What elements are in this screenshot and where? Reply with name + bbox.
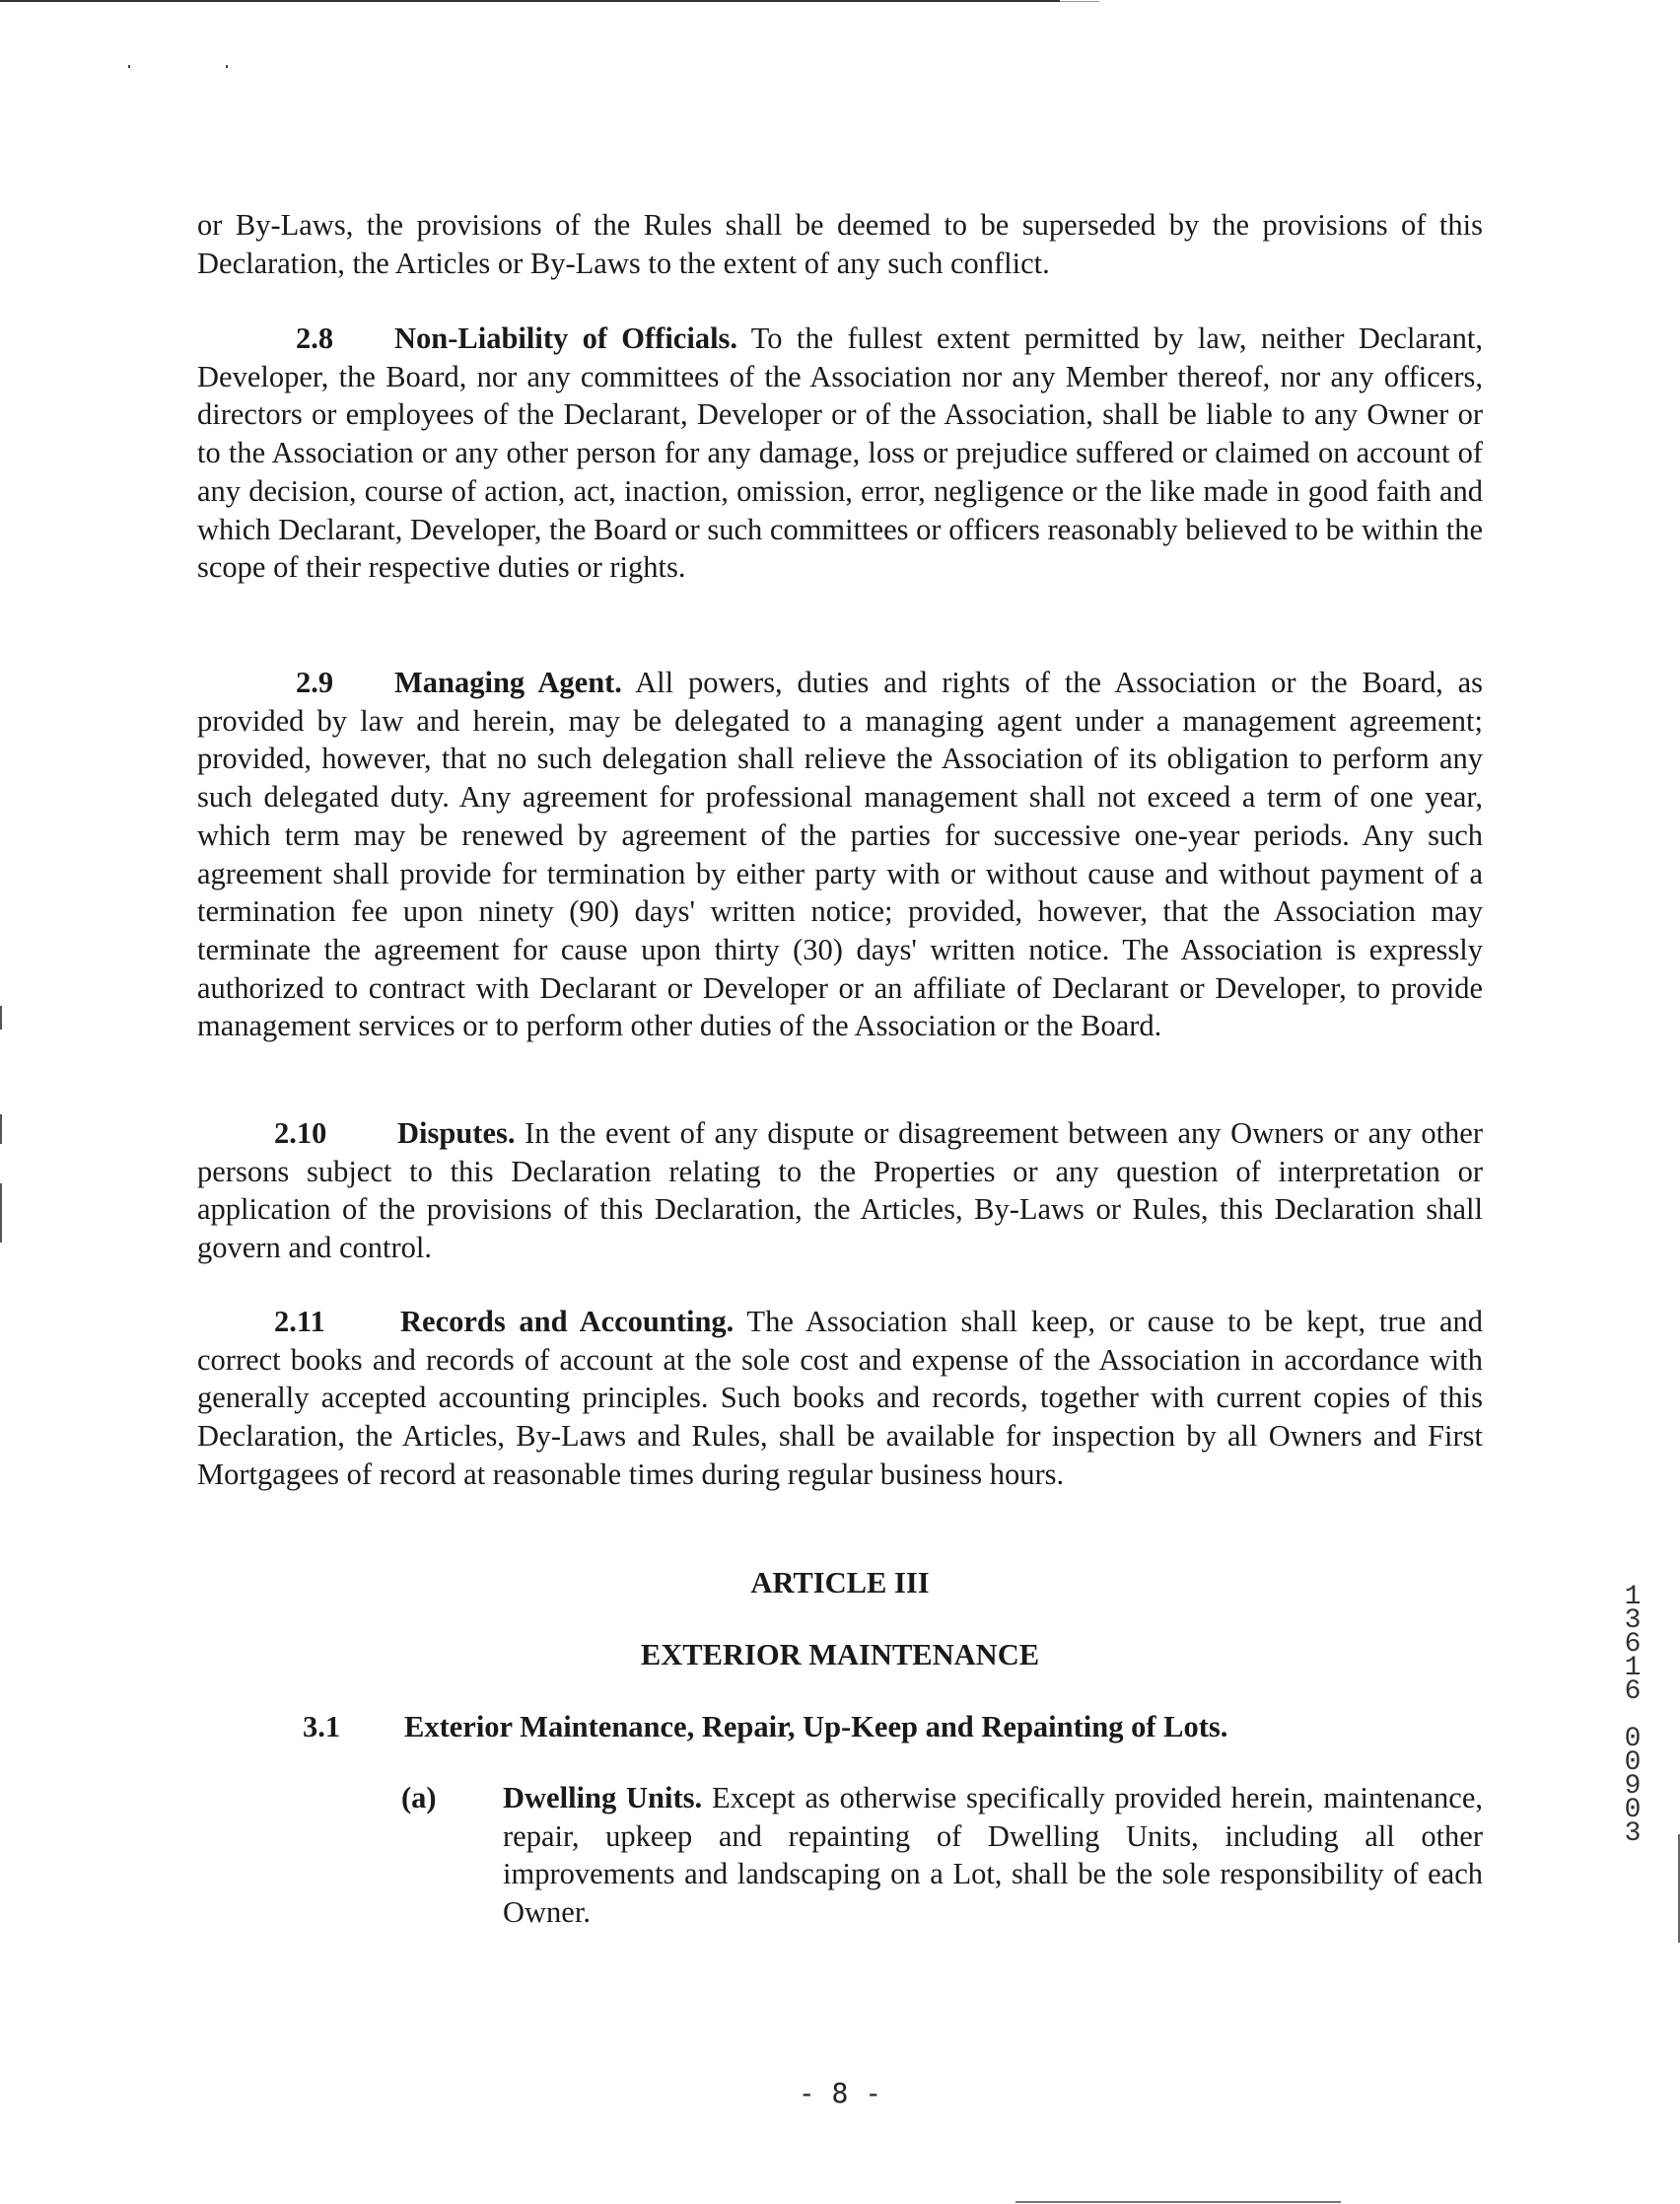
- section-2-9: [197, 664, 1483, 1045]
- subsection-body: Except as otherwise specifically provided herein, maintenance, repair, upkeep and repainting of Dwelling Units, including all other improvements and landscaping on a Lot, shall be the sole responsibility of each Owner.: [503, 1781, 1484, 1930]
- stamp-digit: 0: [1624, 1795, 1642, 1825]
- continuation-text: or By-Laws, the provisions of the Rules shall be deemed to be superseded by the provisions of this Declaration, the Articles or By-Laws to the extent of any such conflict.: [197, 208, 1483, 280]
- scan-top-border-fade: [1060, 1, 1099, 2]
- section-title: Records and Accounting.: [400, 1305, 735, 1338]
- recording-stamp: [1618, 1582, 1647, 1849]
- stamp-digit: 3: [1624, 1818, 1642, 1849]
- subsection-a: [401, 1779, 1483, 1932]
- section-body: The Association shall keep, or cause to be kept, true and correct books and records of account at the sole cost and expense of the Association in accordance with generally accepted accounting principles. Such books and records, together with current copies of this Declaration, the Articles, By-Laws and Rules, shall be available for inspection by all Owners and First Mortgagees of record at reasonable times during regular business hours.: [197, 1305, 1483, 1491]
- section-2-8: [197, 320, 1483, 587]
- stamp-digit: 9: [1624, 1771, 1642, 1802]
- article-label: ARTICLE III: [750, 1566, 930, 1600]
- scan-top-border: [0, 0, 1060, 2]
- scan-bottom-border: [1015, 2201, 1341, 2203]
- page-number: - 8 -: [798, 2077, 882, 2109]
- section-number: 2.9: [296, 666, 334, 699]
- section-number: 2.11: [274, 1305, 325, 1338]
- scan-edge-mark: [0, 1006, 2, 1030]
- stamp-digit: 0: [1624, 1724, 1642, 1754]
- stamp-digit: 6: [1624, 1629, 1642, 1660]
- section-body: All powers, duties and rights of the Association or the Board, as provided by law and herein, may be delegated to a managing agent under a management agreement; provided, however, that no such delegation shall relieve the Association of its obligation to perform any such delegated duty. Any agreement for professional management shall not exceed a term of one year, which term may be renewed by agreement of the parties for successive one-year periods. Any such agreement shall provide for termination by either party with or without cause and without payment of a termination fee upon ninety (90) days' written notice; provided, however, that the Association may terminate the agreement for cause upon thirty (30) days' written notice. The Association is expressly authorized to contract with Declarant or Developer or an affiliate of Declarant or Developer, to provide management services or to perform other duties of the Association or the Board.: [197, 666, 1483, 1043]
- subsection-title: Dwelling Units.: [503, 1781, 703, 1814]
- continuation-paragraph: [197, 206, 1483, 282]
- section-title: Managing Agent.: [394, 666, 622, 699]
- stamp-digit: 1: [1624, 1653, 1642, 1683]
- stamp-digit: 6: [1624, 1676, 1642, 1707]
- section-2-10: [197, 1114, 1483, 1267]
- section-body: In the event of any dispute or disagreement between any Owners or any other persons subject to this Declaration relating to the Properties or any question of interpretation or application of the provisions of this Declaration, the Articles, By-Laws or Rules, this Declaration shall govern and control.: [197, 1116, 1483, 1265]
- scan-speck: [128, 65, 130, 68]
- section-3-1-heading: [303, 1708, 1227, 1745]
- section-number: 2.10: [274, 1116, 327, 1150]
- section-title: Disputes.: [397, 1116, 516, 1150]
- section-title: Non-Liability of Officials.: [394, 321, 738, 355]
- stamp-digit: 3: [1624, 1605, 1642, 1636]
- stamp-digit: 0: [1624, 1747, 1642, 1778]
- section-body: To the fullest extent permitted by law, neither Declarant, Developer, the Board, nor any committees of the Association nor any Member thereof, nor any officers, directors or employees of the Declarant, Developer or of the Association, shall be liable to any Owner or to the Association or any other person for any damage, loss or prejudice suffered or claimed on account of any decision, course of action, act, inaction, omission, error, negligence or the like made in good faith and which Declarant, Developer, the Board or such committees or officers reasonably believed to be within the scope of their respective duties or rights.: [197, 321, 1483, 585]
- section-title: Exterior Maintenance, Repair, Up-Keep and Repainting of Lots.: [404, 1710, 1228, 1743]
- subsection-label: (a): [401, 1781, 437, 1814]
- stamp-digit: 1: [1624, 1582, 1642, 1612]
- section-number: 3.1: [303, 1710, 341, 1743]
- section-number: 2.8: [296, 321, 334, 355]
- article-heading: EXTERIOR MAINTENANCE: [640, 1638, 1040, 1671]
- scan-edge-mark: [0, 1114, 2, 1144]
- section-2-11: [197, 1303, 1483, 1494]
- scan-speck: [226, 65, 228, 68]
- scan-edge-mark: [0, 1183, 2, 1243]
